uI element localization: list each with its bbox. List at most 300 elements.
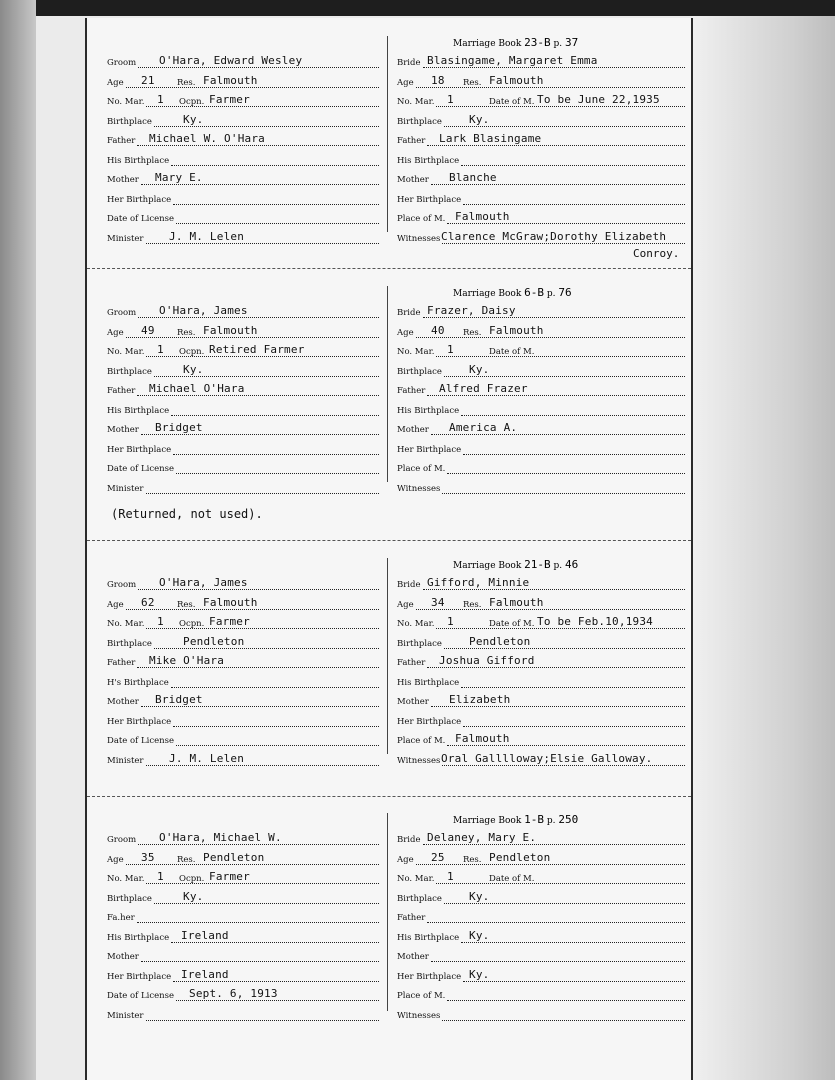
bride-place-of-m-field xyxy=(397,210,685,226)
bride-no-mar-value: 1 xyxy=(447,343,454,356)
groom-age-value: 62 xyxy=(141,595,155,609)
bride-no-mar-date-of-m-label: Date of M. xyxy=(489,347,535,357)
groom-her-birthplace-field xyxy=(107,191,379,207)
bride-no-mar-date-of-m-label: Date of M. xyxy=(489,619,535,629)
bride-her-birthplace-rule xyxy=(463,726,685,727)
bride-place-of-m-rule xyxy=(447,745,685,746)
groom-his-birthplace-label: His Birthplace xyxy=(107,155,170,166)
bride-mother-label: Mother xyxy=(397,425,429,435)
bride-name-rule xyxy=(423,67,686,68)
bride-age-label: Age xyxy=(397,854,414,865)
groom-date-of-license-label: Date of License xyxy=(107,736,175,746)
bride-birthplace-value: Ky. xyxy=(469,889,490,903)
bride-no-mar-label: No. Mar. xyxy=(397,97,435,107)
groom-name-value: O'Hara, James xyxy=(159,576,248,589)
bride-his-birthplace-field xyxy=(397,929,685,945)
bride-birthplace-field xyxy=(397,363,685,379)
bride-place-of-m-field xyxy=(397,987,685,1003)
record-card xyxy=(85,18,693,1080)
groom-her-birthplace-value: Ireland xyxy=(181,967,229,981)
groom-minister-label: Minister xyxy=(107,483,144,494)
bride-age-label: Age xyxy=(397,327,414,338)
bride-place-of-m-label: Place of M. xyxy=(397,736,446,746)
groom-date-of-license-rule xyxy=(176,1000,379,1001)
bride-no-mar-rule xyxy=(436,628,685,629)
bride-age-res-label: Res. xyxy=(463,327,482,338)
bride-mother-label: Mother xyxy=(397,952,429,962)
groom-mother-rule xyxy=(141,706,379,707)
bride-age-rule xyxy=(416,609,685,610)
bride-his-birthplace-rule xyxy=(461,165,685,166)
groom-his-birthplace-field xyxy=(107,152,379,168)
bride-his-birthplace-rule xyxy=(461,942,685,943)
bride-name-field xyxy=(397,831,685,847)
bride-father-value: Lark Blasingame xyxy=(439,132,542,145)
groom-no-mar-ocpn-value: Farmer xyxy=(209,93,250,106)
bride-age-value: 40 xyxy=(431,323,445,337)
groom-birthplace-field xyxy=(107,363,379,379)
bride-her-birthplace-rule xyxy=(463,204,685,205)
bride-age-field xyxy=(397,851,685,867)
bride-witnesses-rule xyxy=(442,1020,685,1021)
bride-father-label: Father xyxy=(397,136,426,146)
bride-age-res-value: Pendleton xyxy=(489,850,551,864)
bride-no-mar-rule xyxy=(436,106,685,107)
bride-father-rule xyxy=(427,395,685,396)
groom-mother-label: Mother xyxy=(107,175,139,185)
bride-her-birthplace-label: Her Birthplace xyxy=(397,444,462,455)
groom-mother-rule xyxy=(141,961,379,962)
groom-birthplace-rule xyxy=(154,126,379,127)
groom-date-of-license-rule xyxy=(176,473,379,474)
groom-age-res-value: Falmouth xyxy=(203,323,258,337)
bride-her-birthplace-field xyxy=(397,191,685,207)
groom-father-label: Father xyxy=(107,386,136,396)
groom-name-label: Groom xyxy=(107,308,137,318)
groom-age-res-label: Res. xyxy=(177,599,196,610)
groom-father-rule xyxy=(137,145,379,146)
bride-age-res-label: Res. xyxy=(463,77,482,88)
groom-minister-field xyxy=(107,1007,379,1023)
groom-father-field xyxy=(107,909,379,925)
bride-no-mar-label: No. Mar. xyxy=(397,347,435,357)
groom-no-mar-label: No. Mar. xyxy=(107,347,145,357)
bride-name-value: Gifford, Minnie xyxy=(427,576,530,589)
bride-her-birthplace-label: Her Birthplace xyxy=(397,971,462,982)
marriage-book-label: Marriage Book xyxy=(453,289,522,299)
groom-name-field xyxy=(107,831,379,847)
bride-mother-field xyxy=(397,948,685,964)
groom-mother-value: Bridget xyxy=(155,693,203,706)
groom-date-of-license-field xyxy=(107,732,379,748)
groom-no-mar-label: No. Mar. xyxy=(107,874,145,884)
groom-no-mar-field xyxy=(107,615,379,631)
bride-no-mar-value: 1 xyxy=(447,93,454,106)
bride-age-value: 34 xyxy=(431,595,445,609)
marriage-book-value: 21-B xyxy=(524,558,551,571)
groom-date-of-license-label: Date of License xyxy=(107,991,175,1001)
bride-age-res-label: Res. xyxy=(463,854,482,865)
groom-birthplace-label: Birthplace xyxy=(107,116,152,127)
bride-her-birthplace-rule xyxy=(463,454,685,455)
marriage-book-label: Marriage Book xyxy=(453,816,522,826)
bride-place-of-m-rule xyxy=(447,223,685,224)
page-label: p. xyxy=(546,816,556,826)
bride-his-birthplace-field xyxy=(397,152,685,168)
bride-father-label: Father xyxy=(397,658,426,668)
groom-his-birthplace-label: His Birthplace xyxy=(107,405,170,416)
bride-father-rule xyxy=(427,145,685,146)
groom-age-res-value: Falmouth xyxy=(203,73,258,87)
bride-her-birthplace-field xyxy=(397,713,685,729)
groom-date-of-license-rule xyxy=(176,745,379,746)
groom-mother-rule xyxy=(141,434,379,435)
groom-age-rule xyxy=(126,337,379,338)
bride-mother-label: Mother xyxy=(397,175,429,185)
marriage-book-heading xyxy=(453,36,578,49)
bride-age-field xyxy=(397,324,685,340)
groom-her-birthplace-field xyxy=(107,441,379,457)
groom-mother-value: Bridget xyxy=(155,421,203,434)
groom-birthplace-value: Ky. xyxy=(183,112,204,126)
groom-minister-rule xyxy=(146,493,380,494)
page-label: p. xyxy=(546,289,556,299)
bride-witnesses-label: Witnesses xyxy=(397,1010,441,1021)
bride-father-field xyxy=(397,654,685,670)
groom-her-birthplace-rule xyxy=(173,726,379,727)
groom-name-rule xyxy=(138,844,379,845)
bride-name-label: Bride xyxy=(397,580,421,590)
groom-birthplace-rule xyxy=(154,376,379,377)
bride-father-rule xyxy=(427,922,685,923)
groom-name-value: O'Hara, James xyxy=(159,304,248,317)
column-divider xyxy=(387,286,388,482)
groom-his-birthplace-rule xyxy=(171,942,379,943)
bride-place-of-m-label: Place of M. xyxy=(397,214,446,224)
bride-age-res-value: Falmouth xyxy=(489,323,544,337)
bride-his-birthplace-label: His Birthplace xyxy=(397,155,460,166)
bride-witnesses-value: Oral Galllloway;Elsie Galloway. xyxy=(441,751,653,765)
groom-his-birthplace-field xyxy=(107,929,379,945)
groom-minister-value: J. M. Lelen xyxy=(169,229,245,243)
groom-minister-field xyxy=(107,480,379,496)
bride-birthplace-label: Birthplace xyxy=(397,893,442,904)
groom-no-mar-ocpn-label: Ocpn. xyxy=(179,97,205,107)
groom-age-value: 49 xyxy=(141,323,155,337)
record-separator xyxy=(87,796,691,797)
groom-his-birthplace-field xyxy=(107,674,379,690)
groom-no-mar-value: 1 xyxy=(157,870,164,883)
bride-his-birthplace-value: Ky. xyxy=(469,928,490,942)
groom-her-birthplace-rule xyxy=(173,454,379,455)
groom-date-of-license-field xyxy=(107,210,379,226)
bride-age-label: Age xyxy=(397,77,414,88)
groom-minister-label: Minister xyxy=(107,755,144,766)
groom-his-birthplace-field xyxy=(107,402,379,418)
record-separator xyxy=(87,268,691,269)
bride-name-label: Bride xyxy=(397,308,421,318)
groom-birthplace-label: Birthplace xyxy=(107,638,152,649)
groom-her-birthplace-rule xyxy=(173,204,379,205)
groom-age-res-label: Res. xyxy=(177,327,196,338)
bride-age-res-label: Res. xyxy=(463,599,482,610)
bride-name-rule xyxy=(423,589,686,590)
groom-his-birthplace-label: H's Birthplace xyxy=(107,677,169,688)
groom-name-field xyxy=(107,576,379,592)
marriage-book-heading xyxy=(453,286,572,299)
bride-witnesses-rule xyxy=(442,493,685,494)
groom-age-field xyxy=(107,74,379,90)
bride-birthplace-rule xyxy=(444,903,685,904)
scan-left-border xyxy=(0,0,36,1080)
bride-age-rule xyxy=(416,87,685,88)
groom-her-birthplace-field xyxy=(107,713,379,729)
bride-age-rule xyxy=(416,864,685,865)
column-divider xyxy=(387,36,388,232)
groom-no-mar-field xyxy=(107,870,379,886)
groom-birthplace-value: Ky. xyxy=(183,889,204,903)
groom-father-value: Michael O'Hara xyxy=(149,382,245,395)
groom-minister-rule xyxy=(146,1020,380,1021)
bride-his-birthplace-field xyxy=(397,674,685,690)
column-divider xyxy=(387,813,388,1011)
groom-age-label: Age xyxy=(107,854,124,865)
bride-place-of-m-field xyxy=(397,732,685,748)
groom-her-birthplace-label: Her Birthplace xyxy=(107,444,172,455)
groom-mother-label: Mother xyxy=(107,697,139,707)
page-label: p. xyxy=(553,39,563,49)
bride-mother-field xyxy=(397,171,685,187)
groom-age-field xyxy=(107,324,379,340)
bride-age-field xyxy=(397,596,685,612)
bride-place-of-m-field xyxy=(397,460,685,476)
bride-birthplace-rule xyxy=(444,126,685,127)
bride-birthplace-rule xyxy=(444,648,685,649)
bride-his-birthplace-label: His Birthplace xyxy=(397,405,460,416)
groom-father-rule xyxy=(137,667,379,668)
bride-mother-rule xyxy=(431,434,685,435)
bride-her-birthplace-field xyxy=(397,441,685,457)
groom-mother-label: Mother xyxy=(107,952,139,962)
groom-age-field xyxy=(107,851,379,867)
groom-mother-field xyxy=(107,948,379,964)
record-note: (Returned, not used). xyxy=(111,507,263,521)
bride-her-birthplace-field xyxy=(397,968,685,984)
groom-mother-value: Mary E. xyxy=(155,171,203,184)
scan-right-margin xyxy=(692,16,835,1080)
bride-birthplace-rule xyxy=(444,376,685,377)
groom-father-label: Fa.her xyxy=(107,913,135,923)
page-value: 250 xyxy=(558,813,579,826)
bride-witnesses-field xyxy=(397,480,685,496)
bride-witnesses-field xyxy=(397,1007,685,1023)
groom-date-of-license-label: Date of License xyxy=(107,464,175,474)
bride-name-rule xyxy=(423,317,686,318)
bride-birthplace-value: Pendleton xyxy=(469,634,531,648)
groom-father-label: Father xyxy=(107,658,136,668)
bride-birthplace-value: Ky. xyxy=(469,112,490,126)
groom-age-field xyxy=(107,596,379,612)
bride-age-value: 18 xyxy=(431,73,445,87)
groom-father-field xyxy=(107,132,379,148)
bride-witnesses-label: Witnesses xyxy=(397,755,441,766)
groom-name-rule xyxy=(138,67,379,68)
groom-minister-label: Minister xyxy=(107,1010,144,1021)
groom-age-label: Age xyxy=(107,599,124,610)
groom-no-mar-ocpn-label: Ocpn. xyxy=(179,874,205,884)
bride-name-field xyxy=(397,304,685,320)
groom-name-rule xyxy=(138,589,379,590)
groom-name-label: Groom xyxy=(107,580,137,590)
groom-birthplace-value: Pendleton xyxy=(183,634,245,648)
groom-name-field xyxy=(107,304,379,320)
groom-father-field xyxy=(107,654,379,670)
groom-no-mar-value: 1 xyxy=(157,615,164,628)
groom-birthplace-value: Ky. xyxy=(183,362,204,376)
page-value: 37 xyxy=(565,36,579,49)
groom-his-birthplace-rule xyxy=(171,415,379,416)
groom-father-field xyxy=(107,382,379,398)
bride-no-mar-value: 1 xyxy=(447,870,454,883)
bride-age-res-value: Falmouth xyxy=(489,595,544,609)
bride-no-mar-field xyxy=(397,615,685,631)
groom-no-mar-ocpn-label: Ocpn. xyxy=(179,347,205,357)
bride-mother-field xyxy=(397,421,685,437)
bride-place-of-m-label: Place of M. xyxy=(397,464,446,474)
bride-her-birthplace-value: Ky. xyxy=(469,967,490,981)
bride-birthplace-field xyxy=(397,635,685,651)
groom-date-of-license-value: Sept. 6, 1913 xyxy=(189,987,278,1000)
groom-birthplace-rule xyxy=(154,648,379,649)
bride-mother-value: Blanche xyxy=(449,171,497,184)
bride-her-birthplace-rule xyxy=(463,981,685,982)
groom-age-res-value: Pendleton xyxy=(203,850,265,864)
page-value: 76 xyxy=(558,286,572,299)
bride-witnesses-field xyxy=(397,752,685,768)
groom-her-birthplace-rule xyxy=(173,981,379,982)
groom-date-of-license-field xyxy=(107,987,379,1003)
groom-father-label: Father xyxy=(107,136,136,146)
groom-his-birthplace-value: Ireland xyxy=(181,928,229,942)
bride-his-birthplace-rule xyxy=(461,415,685,416)
groom-her-birthplace-field xyxy=(107,968,379,984)
bride-place-of-m-value: Falmouth xyxy=(455,210,510,223)
groom-no-mar-label: No. Mar. xyxy=(107,97,145,107)
groom-minister-value: J. M. Lelen xyxy=(169,751,245,765)
bride-father-value: Alfred Frazer xyxy=(439,382,528,395)
scan-top-border xyxy=(0,0,835,16)
bride-father-field xyxy=(397,132,685,148)
groom-name-value: O'Hara, Edward Wesley xyxy=(159,54,303,67)
groom-birthplace-label: Birthplace xyxy=(107,366,152,377)
bride-no-mar-date-of-m-label: Date of M. xyxy=(489,874,535,884)
groom-date-of-license-field xyxy=(107,460,379,476)
groom-age-res-label: Res. xyxy=(177,854,196,865)
groom-no-mar-ocpn-value: Retired Farmer xyxy=(209,343,305,356)
bride-birthplace-label: Birthplace xyxy=(397,638,442,649)
marriage-book-value: 6-B xyxy=(524,286,545,299)
bride-birthplace-field xyxy=(397,890,685,906)
groom-no-mar-ocpn-value: Farmer xyxy=(209,615,250,628)
bride-mother-rule xyxy=(431,706,685,707)
groom-age-res-value: Falmouth xyxy=(203,595,258,609)
bride-witnesses-continuation: Conroy. xyxy=(633,247,680,260)
bride-name-rule xyxy=(423,844,686,845)
groom-age-value: 21 xyxy=(141,73,155,87)
bride-his-birthplace-field xyxy=(397,402,685,418)
groom-age-rule xyxy=(126,864,379,865)
bride-name-label: Bride xyxy=(397,58,421,68)
bride-mother-value: Elizabeth xyxy=(449,693,511,706)
bride-mother-rule xyxy=(431,961,685,962)
bride-witnesses-rule xyxy=(442,243,685,244)
bride-witnesses-label: Witnesses xyxy=(397,483,441,494)
bride-no-mar-date-of-m-value: To be June 22,1935 xyxy=(537,93,660,106)
bride-mother-label: Mother xyxy=(397,697,429,707)
groom-mother-rule xyxy=(141,184,379,185)
bride-no-mar-rule xyxy=(436,883,685,884)
groom-father-value: Mike O'Hara xyxy=(149,654,225,667)
bride-father-field xyxy=(397,382,685,398)
groom-no-mar-ocpn-label: Ocpn. xyxy=(179,619,205,629)
bride-witnesses-field xyxy=(397,230,685,246)
marriage-record xyxy=(87,36,691,266)
groom-minister-field xyxy=(107,752,379,768)
bride-witnesses-rule xyxy=(442,765,685,766)
groom-mother-label: Mother xyxy=(107,425,139,435)
bride-name-value: Frazer, Daisy xyxy=(427,304,516,317)
bride-name-value: Delaney, Mary E. xyxy=(427,831,537,844)
bride-place-of-m-rule xyxy=(447,473,685,474)
groom-minister-rule xyxy=(146,765,380,766)
groom-no-mar-label: No. Mar. xyxy=(107,619,145,629)
bride-birthplace-label: Birthplace xyxy=(397,366,442,377)
marriage-book-heading xyxy=(453,813,578,826)
record-separator xyxy=(87,540,691,541)
marriage-book-label: Marriage Book xyxy=(453,561,522,571)
page-value: 46 xyxy=(565,558,579,571)
groom-mother-field xyxy=(107,171,379,187)
bride-mother-rule xyxy=(431,184,685,185)
bride-age-field xyxy=(397,74,685,90)
bride-name-field xyxy=(397,54,685,70)
bride-name-value: Blasingame, Margaret Emma xyxy=(427,54,598,67)
bride-father-label: Father xyxy=(397,386,426,396)
bride-father-field xyxy=(397,909,685,925)
bride-witnesses-label: Witnesses xyxy=(397,233,441,244)
groom-birthplace-field xyxy=(107,890,379,906)
groom-his-birthplace-label: His Birthplace xyxy=(107,932,170,943)
groom-her-birthplace-label: Her Birthplace xyxy=(107,194,172,205)
groom-his-birthplace-rule xyxy=(171,687,379,688)
groom-name-value: O'Hara, Michael W. xyxy=(159,831,282,844)
bride-father-rule xyxy=(427,667,685,668)
bride-no-mar-date-of-m-label: Date of M. xyxy=(489,97,535,107)
marriage-record xyxy=(87,286,691,521)
bride-place-of-m-rule xyxy=(447,1000,685,1001)
groom-age-rule xyxy=(126,87,379,88)
groom-mother-field xyxy=(107,693,379,709)
bride-no-mar-label: No. Mar. xyxy=(397,874,435,884)
bride-birthplace-field xyxy=(397,113,685,129)
bride-name-field xyxy=(397,576,685,592)
groom-minister-rule xyxy=(146,243,380,244)
groom-no-mar-ocpn-value: Farmer xyxy=(209,870,250,883)
bride-his-birthplace-label: His Birthplace xyxy=(397,677,460,688)
groom-age-value: 35 xyxy=(141,850,155,864)
bride-father-label: Father xyxy=(397,913,426,923)
bride-no-mar-date-of-m-value: To be Feb.10,1934 xyxy=(537,615,653,628)
